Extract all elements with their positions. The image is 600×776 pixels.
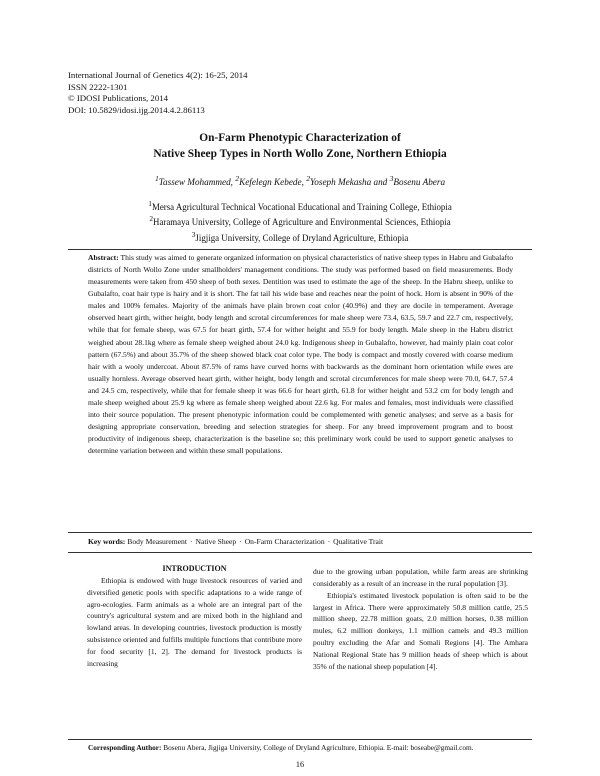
keyword: Qualitative Trait [333,537,384,546]
author-affil-mark: 3 [389,174,394,183]
corresponding-text: Bosenu Abera, Jigjiga University, College of Dryland Agriculture, Ethiopia. E-mail: boseabe@gmail.com. [161,743,474,752]
keyword: On-Farm Characterization [244,537,325,546]
keywords-label: Key words: [88,537,126,546]
author-affil-mark: 2 [306,174,311,183]
title-line-1: On-Farm Phenotypic Characterization of [199,132,401,144]
abstract-top-rule [68,249,532,250]
author-name: Tassew Mohammed, [158,177,236,188]
keywords-top-rule [68,532,532,533]
affiliation-mark: 3 [191,229,196,239]
abstract-label: Abstract: [88,253,119,262]
corresponding-label: Corresponding Author: [88,743,162,752]
affiliation [60,229,540,244]
footer-rule [68,739,532,740]
keyword: Native Sheep [195,537,237,546]
journal-header [68,70,248,116]
affiliation-text: Jigjiga University, College of Dryland Agriculture, Ethiopia [195,232,409,243]
keyword-separator: · [189,537,193,546]
title-line-2: Native Sheep Types in North Wollo Zone, Northern Ethiopia [153,147,447,160]
author-affil-mark: 1 [154,174,159,183]
body-paragraph: Ethiopia's estimated livestock population is often said to be the largest in Africa. There were approximately 50.8 million cattle, 25.5 million sheep, 22.78 million goats, 2.0 million horses, 0.38 million mules, 6.2 million donkeys, 1.1 million camels and 49.3 million poultry excluding the Afar and Somali Regions [4]. The Amhara National Regional State has 9 million heads of sheep which is about 35% of the national sheep population [4]. [313,590,528,671]
author-affil-mark: 2 [235,174,240,183]
corresponding-author [88,743,528,752]
affiliation [60,213,540,228]
body-column-right [313,566,528,673]
affiliation-mark: 2 [149,214,154,224]
issn: ISSN 2222-1301 [68,81,128,92]
page-number: 16 [295,760,305,769]
affiliations [60,198,540,244]
doi: DOI: 10.5829/idosi.ijg.2014.4.2.86113 [68,104,205,115]
affiliation [60,198,540,213]
keyword-separator: · [239,537,242,546]
section-heading: INTRODUCTION [162,564,227,573]
paper-title [60,131,540,162]
author-name: Yoseph Mekasha and [310,177,390,188]
keyword-separator: · [327,537,331,546]
affiliation-text: Haramaya University, College of Agriculture and Environmental Sciences, Ethiopia [153,217,451,228]
publisher: © IDOSI Publications, 2014 [68,93,169,104]
author-list [60,174,540,187]
abstract [88,252,513,457]
affiliation-mark: 1 [148,199,152,208]
keyword: Body Measurement [127,537,187,546]
abstract-text: This study was aimed to generate organized information on physical characteristics of native sheep types in Habru and Gubalafto districts of North Wollo Zone under smallholders' management conditions. The study was performed based on field measurements. Body measurements were taken from 450 sheep of both sexes. Dentition was used to estimate the age of the sheep. In the Habru sheep, unlike to Gubalafto, coat hair type is hairy and it is short. The fat tail his wide base and reaches near the point of hock. Horn is absent in 90% of the males and 100% females. Majority of the animals have plain brown coat color (40.9%) and they are docile in temperament. Average observed heart girth, wither height, body length and scrotal circumferences for male sheep were 73.4, 63.5, 59.7 and 22.7 cm, respectively, while that for female sheep, was 67.5 for heart girth, 57.4 for wither height and 55.9 for body length. Male sheep in the Habru district weighed about 28.1kg where as female sheep weighed about 24.0 kg. Indigenous sheep in Gubalafto, however, had mainly plain coat color pattern (67.5%) and about 35.7% of the sheep showed black coat color type. The body is compact and mostly covered with coarse medium hair with a wooly undercoat. About 87.5% of rams have curved horns with backwards as the dominant horn orientation while ewes are usually hornless. Average observed heart girth, wither height, body length and scrotal circumferences for male sheep were 70.0, 64.7, 57.4 and 24.5 cm, respectively, while that for female sheep it was 66.6 for heart girth, 61.8 for wither height and 53.2 cm for body length and male sheep weighed about 25.9 kg where as female sheep weighed about 22.6 kg. For males and females, most individuals were classified into their source population. The present phenotypic information could be complemented with genetic analyses; and serve as a basis for designing appropriate conservation, breeding and selection strategies for sheep. For any breed improvement program and to boost productivity of indigenous sheep, characterization is the baseline so; this preliminary work could be used to support genetic analyses to determine variation between and within these small populations. [88,253,513,456]
keywords-bottom-rule [68,552,532,553]
keywords [88,537,518,546]
affiliation-text: Mersa Agricultural Technical Vocational Educational and Training College, Ethiopia [151,201,452,212]
journal-citation: International Journal of Genetics 4(2): 16-25, 2014 [68,70,248,80]
body-paragraph: due to the growing urban population, while farm areas are shrinking considerably as a result of an increase in the rural population [3]. [313,567,528,588]
body-column-left [87,563,302,670]
body-paragraph: Ethiopia is endowed with huge livestock resources of varied and diversified genetic pools with specific adaptations to a wide range of agro-ecologies. Farm animals as a whole are an integral part of the country's agricultural system and are mixed both in the highland and lowland areas. In developing countries, livestock production is mostly subsistence oriented and fulfills multiple functions that contribute more for food security [1, 2]. The demand for livestock products is increasing [87,575,302,668]
author-name: Kefelegn Kebede, [239,177,307,188]
author-name: Bosenu Abera [393,177,446,188]
